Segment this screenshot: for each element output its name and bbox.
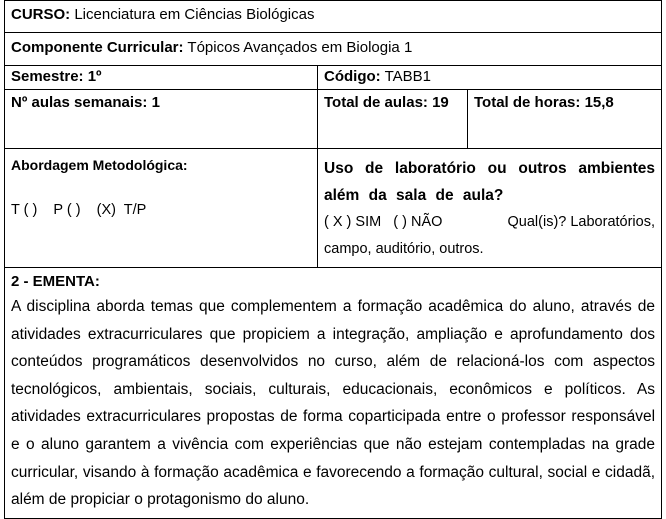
curso-label: CURSO: [11, 6, 71, 23]
ementa-cell [5, 268, 662, 519]
codigo-cell [318, 66, 662, 90]
laboratorio-answer-line2: campo, auditório, outros. [324, 241, 484, 257]
laboratorio-qual: Qual(is)? Laboratórios, [507, 214, 656, 230]
codigo-value: TABB1 [384, 68, 431, 85]
curso-value: Licenciatura em Ciências Biológicas [74, 6, 315, 23]
componente-label: Componente Curricular: [11, 39, 184, 56]
componente-cell [5, 33, 662, 66]
laboratorio-options: ( X ) SIM ( ) NÃO [324, 214, 443, 230]
laboratorio-answer-line1 [324, 209, 655, 236]
laboratorio-cell [318, 149, 662, 268]
course-info-table [4, 0, 662, 519]
total-aulas-cell [318, 90, 468, 149]
ementa-heading: 2 - EMENTA: [11, 273, 100, 290]
abordagem-cell [5, 149, 318, 268]
carga-row [5, 90, 662, 149]
semestre-value: 1º [87, 68, 102, 85]
componente-value: Tópicos Avançados em Biologia 1 [187, 39, 413, 56]
codigo-label: Código: [324, 68, 381, 85]
aulas-semanais-value: 1 [151, 94, 160, 111]
curso-cell [5, 1, 662, 33]
total-aulas-value: 19 [432, 94, 449, 111]
metodologia-row [5, 149, 662, 268]
aulas-semanais-label: Nº aulas semanais: [11, 94, 148, 111]
semestre-label: Semestre: [11, 68, 84, 85]
semestre-row [5, 66, 662, 90]
ementa-text: A disciplina aborda temas que complementem a formação acadêmica do aluno, através de atividades extracurriculares que propiciem a integração, ampliação e aprofundamento dos conteúdos programáticos desenvolvidos no curso, além de relacioná-los com aspectos tecnológicos, ambientais, sociais, culturais, educacionais, econômicos e políticos. As atividades extracurriculares propostas de forma coparticipada entre o professor responsável e o aluno garantem a vivência com experiências que não estejam contempladas na grade curricular, visando à formação acadêmica e favorecendo a formação cultural, social e cidadã, além de propiciar o protagonismo do aluno. [11, 298, 656, 509]
laboratorio-question: Uso de laboratório ou outros ambientes além da sala de aula? [324, 160, 656, 204]
total-horas-value: 15,8 [584, 94, 614, 111]
total-horas-cell [468, 90, 662, 149]
total-horas-label: Total de horas: [474, 94, 581, 111]
abordagem-label: Abordagem Metodológica: [11, 157, 188, 173]
abordagem-options: T ( ) P ( ) (X) T/P [11, 202, 147, 218]
ementa-row [5, 268, 662, 519]
aulas-semanais-cell [5, 90, 318, 149]
componente-row [5, 33, 662, 66]
course-document [4, 0, 661, 519]
semestre-cell [5, 66, 318, 90]
total-aulas-label: Total de aulas: [324, 94, 428, 111]
curso-row [5, 1, 662, 33]
